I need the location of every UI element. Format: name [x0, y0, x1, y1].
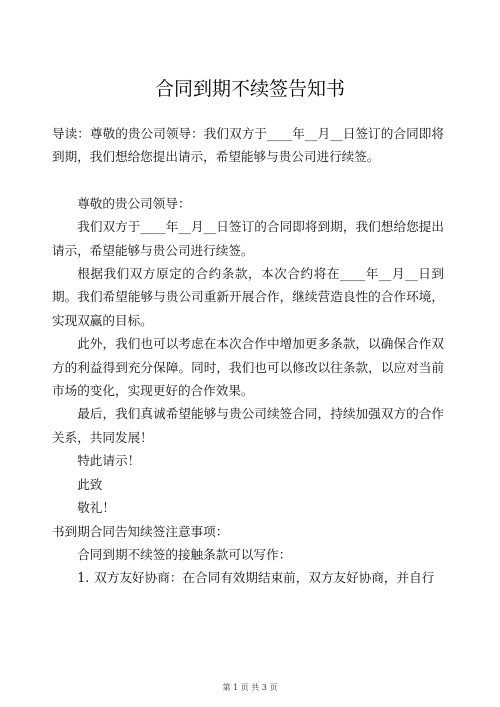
- document-title: 合同到期不续签告知书: [154, 78, 345, 100]
- closing-request: 特此请示！: [77, 453, 141, 469]
- body-paragraph-1: 我们双方于____年__月__日签订的合同即将到期，我们想给您提出请示，希望能够与贵公司进行续签。: [52, 219, 444, 258]
- body-paragraph-2: 根据我们双方原定的合约条款，本次合约将在____年__月__日到期。我们希望能够与贵公司重新开展合作，继续营造良性的合作环境，实现双赢的目标。: [52, 266, 444, 328]
- body-paragraph-3: 此外，我们也可以考虑在本次合作中增加更多条款，以确保合作双方的利益得到充分保障。同时，我们也可以修改以往条款，以应对当前市场的变化，实现更好的合作效果。: [52, 336, 444, 399]
- closing-zhizhi: 此致: [77, 476, 103, 492]
- page-footer: 第 1 页 共 3 页: [222, 683, 278, 692]
- list-item: [52, 566, 444, 589]
- section-subheading: 合同到期不续签的接触条款可以写作：: [77, 546, 292, 562]
- intro-paragraph: 导读：尊敬的贵公司领导：我们双方于____年__月__日签订的合同即将到期，我们想给您提出请示，希望能够与贵公司进行续签。: [52, 126, 444, 165]
- document-body: [52, 122, 444, 590]
- closing-jingli: 敬礼！: [77, 500, 115, 516]
- paragraph-gap: [52, 169, 444, 192]
- section-heading: 书到期合同告知续签注意事项：: [52, 523, 229, 539]
- list-item-number: 1.: [77, 570, 90, 586]
- salutation: 尊敬的贵公司领导：: [77, 195, 191, 211]
- body-paragraph-4: 最后，我们真诚希望能够与贵公司续签合同，持续加强双方的合作关系，共同发展！: [52, 406, 444, 445]
- list-item-text: 双方友好协商：在合同有效期结束前，双方友好协商，并自行: [94, 570, 435, 586]
